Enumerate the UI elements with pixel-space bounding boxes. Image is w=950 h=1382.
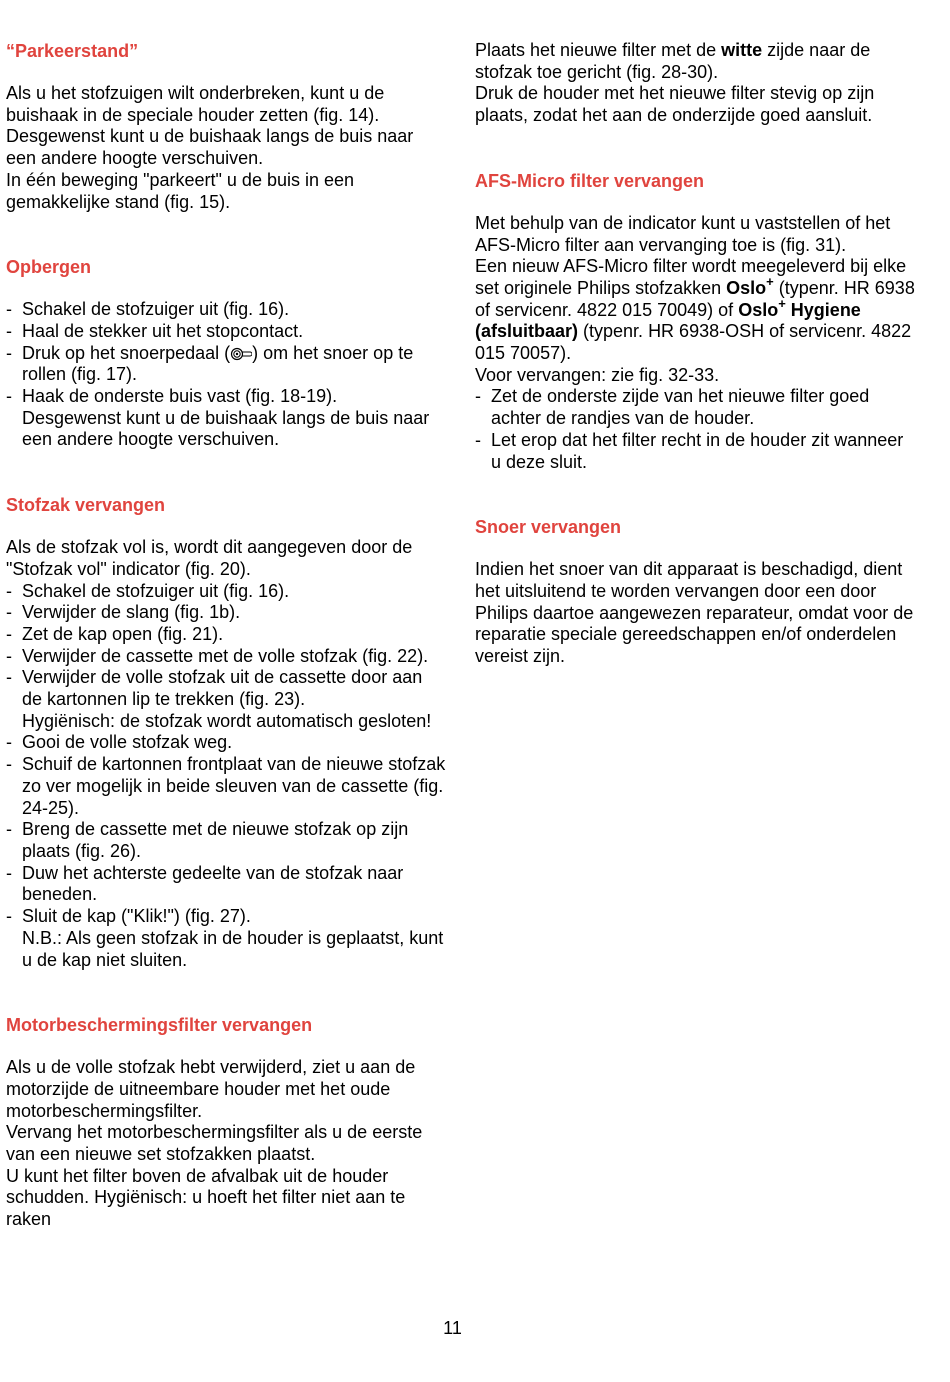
paragraph <box>475 40 915 83</box>
right-column <box>475 40 915 668</box>
heading-parkeerstand: “Parkeerstand” <box>6 41 139 61</box>
paragraph: Vervang het motorbeschermingsfilter als u de eerste van een nieuwe set stofzakken plaatst. <box>6 1122 423 1165</box>
list-item: - Schakel de stofzuiger uit (fig. 16). <box>6 299 446 321</box>
list-item <box>6 667 446 732</box>
left-column <box>6 40 446 1231</box>
page-number: 11 <box>443 1318 462 1338</box>
list-item: - Schuif de kartonnen frontplaat van de nieuwe stofzak zo ver mogelijk in beide sleuven van de cassette (fig. 24-25). <box>6 754 446 819</box>
bold-text: witte <box>721 40 763 60</box>
opbergen-list <box>6 299 446 451</box>
heading-snoer-vervangen: Snoer vervangen <box>475 517 622 538</box>
list-item-line: - Verwijder de volle stofzak uit de cassette door aan de kartonnen lip te trekken (fig. 23). <box>22 667 423 710</box>
afs-list <box>475 386 915 473</box>
cord-rewind-icon <box>230 347 252 361</box>
list-item-line: Hygiënisch: de stofzak wordt automatisch gesloten! <box>22 710 432 731</box>
list-item: - Zet de onderste zijde van het nieuwe filter goed achter de randjes van de houder. <box>475 386 915 429</box>
list-item: - Haal de stekker uit het stopcontact. <box>6 321 446 343</box>
list-item: - Breng de cassette met de nieuwe stofzak op zijn plaats (fig. 26). <box>6 819 446 862</box>
text-run: Hygiene (afsluitbaar) <box>475 299 861 342</box>
list-item-line: Desgewenst kunt u de buishaak langs de buis naar een andere hoogte verschuiven. <box>22 407 430 450</box>
plus-superscript: + <box>778 295 786 311</box>
list-item-text: Druk op het snoerpedaal ( <box>22 342 231 363</box>
list-item: - Verwijder de cassette met de volle stofzak (fig. 22). <box>6 646 446 668</box>
plus-superscript: + <box>766 273 774 289</box>
list-item: - Verwijder de slang (fig. 1b). <box>6 602 446 624</box>
list-item <box>6 906 446 971</box>
list-item <box>6 343 446 386</box>
text-run: Oslo <box>738 299 779 320</box>
heading-motorbeschermingsfilter: Motorbeschermingsfilter vervangen <box>6 1015 313 1036</box>
text-run: (typenr. HR 6938 of servicenr. 4822 015 70049) of <box>475 277 915 320</box>
text-run: Oslo <box>726 277 767 298</box>
paragraph: In één beweging "parkeert" u de buis in een gemakkelijke stand (fig. 15). <box>6 169 355 212</box>
paragraph: Indien het snoer van dit apparaat is beschadigd, dient het uitsluitend te worden vervangen door een door Philips daartoe aangewezen reparateur, omdat voor de reparatie speciale gereedschappen en/of onderdelen vereist zijn. <box>475 559 914 667</box>
text-run: zijde naar de stofzak toe gericht (fig. 28-30). <box>475 40 871 82</box>
paragraph: Met behulp van de indicator kunt u vaststellen of het AFS-Micro filter aan vervanging toe is (fig. 31). <box>475 212 891 255</box>
list-item-line: - Haak de onderste buis vast (fig. 18-19). <box>22 386 338 407</box>
paragraph: Druk de houder met het nieuwe filter stevig op zijn plaats, zodat het aan de onderzijde goed aansluit. <box>475 83 875 126</box>
list-item-line: N.B.: Als geen stofzak in de houder is geplaatst, kunt u de kap niet sluiten. <box>22 927 444 970</box>
paragraph: Als de stofzak vol is, wordt dit aangegeven door de "Stofzak vol" indicator (fig. 20). <box>6 537 413 579</box>
paragraph: Als u de volle stofzak hebt verwijderd, ziet u aan de motorzijde de uitneembare houder met het oude motorbeschermingsfilter. <box>6 1057 416 1121</box>
paragraph: Als u het stofzuigen wilt onderbreken, kunt u de buishaak in de speciale houder zetten (fig. 14). Desgewenst kunt u de buishaak langs de buis naar een andere hoogte verschuiven. <box>6 83 414 169</box>
list-item: - Zet de kap open (fig. 21). <box>6 624 446 646</box>
text-run: Plaats het nieuwe filter met de <box>475 40 722 60</box>
stofzak-list <box>6 581 446 972</box>
list-item <box>6 386 446 451</box>
paragraph <box>475 256 915 365</box>
heading-stofzak-vervangen: Stofzak vervangen <box>6 495 166 516</box>
text-run: (typenr. HR 6938-OSH of servicenr. 4822 015 70057). <box>475 321 912 364</box>
product-name <box>726 273 774 298</box>
paragraph: U kunt het filter boven de afvalbak uit de houder schudden. Hygiënisch: u hoeft het filter niet aan te raken <box>6 1165 406 1230</box>
text-run: Een nieuw AFS-Micro filter wordt meegeleverd bij elke set originele Philips stofzakken <box>475 256 907 298</box>
heading-opbergen: Opbergen <box>6 257 92 278</box>
list-item: - Duw het achterste gedeelte van de stofzak naar beneden. <box>6 863 446 906</box>
list-item-line: - Sluit de kap ("Klik!") (fig. 27). <box>22 906 251 927</box>
heading-afs-micro-filter: AFS-Micro filter vervangen <box>475 170 705 191</box>
list-item: - Let erop dat het filter recht in de houder zit wanneer u deze sluit. <box>475 430 915 473</box>
list-item: - Schakel de stofzuiger uit (fig. 16). <box>6 581 446 603</box>
paragraph: Voor vervangen: zie fig. 32-33. <box>475 364 720 385</box>
list-item-text: ) om het snoer op te rollen (fig. 17). <box>22 342 414 385</box>
list-item: - Gooi de volle stofzak weg. <box>6 732 446 754</box>
